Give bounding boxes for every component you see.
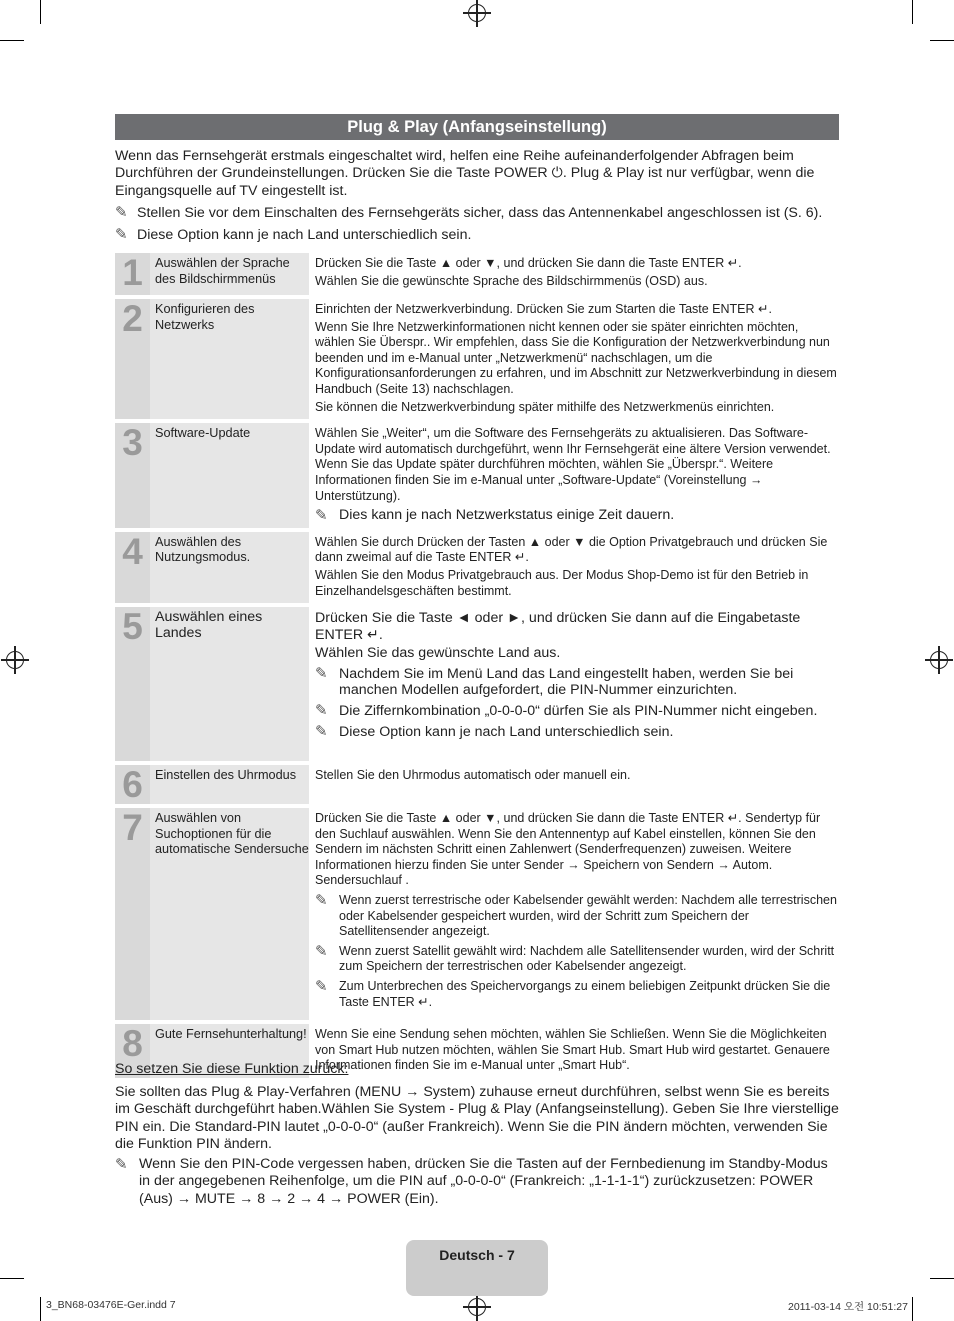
step-description [309, 532, 839, 603]
step-row [115, 765, 839, 804]
note-pencil-icon: ✎ [115, 204, 128, 221]
note-pencil-icon: ✎ [315, 507, 328, 525]
step-note [315, 703, 839, 720]
step-description-text: Wählen Sie die gewünschte Sprache des Bildschirmmenüs (OSD) aus. [315, 273, 708, 288]
step-number: 6 [115, 765, 150, 804]
slug-left: 3_BN68-03476E-Ger.indd 7 [46, 1299, 176, 1311]
registration-mark-icon [468, 1298, 486, 1316]
registration-mark-icon [468, 4, 486, 22]
step-description-text: Wenn Sie Ihre Netzwerkinformationen nicht kennen oder sie später einrichten möchten, wählen Sie Überspr.. Wir empfehlen, dass Sie die Konfiguration der Netzwerkverbindung nun beenden und im e-Manual unter „Netzwerkmenü“ nachschlagen, um die Konfigurationsanforderungen zu erfahren, und im Abschnitt zur Netzwerkverbindung in diesem Handbuch (Seite 13) nachschlagen. [315, 319, 837, 396]
step-note [315, 893, 839, 940]
crop-mark [0, 1278, 24, 1279]
note-pencil-icon: ✎ [115, 1156, 128, 1173]
step-row [115, 253, 839, 295]
step-description-text: Sie können die Netzwerkverbindung später mithilfe des Netzwerkmenüs einrichten. [315, 399, 775, 414]
step-note-text: Zum Unterbrechen des Speichervorgangs zu einem beliebigen Zeitpunkt drücken Sie die Taste ENTER ↵. [339, 979, 831, 1009]
note-pencil-icon: ✎ [315, 664, 328, 682]
step-description-text: Stellen Sie den Uhrmodus automatisch oder manuell ein. [315, 768, 631, 783]
step-description [309, 765, 839, 804]
note-pencil-icon: ✎ [315, 978, 328, 996]
step-description-text: Drücken Sie die Taste ▲ oder ▼, und drücken Sie dann die Taste ENTER ↵. Sendertyp für den Suchlauf auswählen. Wenn Sie den Antennentyp auf Kabel einstellen, können Sie den Sendern im nächsten Schritt einen Zahlenwert (Senderfrequenzen) zuweisen. Weitere Informationen hierzu finden Sie unter Sender → Speichern von Sendern → Autom. Sendersuchlauf . [315, 811, 821, 888]
crop-mark [912, 1297, 913, 1321]
intro-paragraph: Wenn das Fernsehgerät erstmals eingeschaltet wird, helfen eine Reihe aufeinanderfolgender Abfragen beim Durchführen der Grundeinstellungen. Drücken Sie die Taste POWER ⏻. Plug & Play ist nur verfügbar, wenn die Eingangsquelle auf TV eingestellt ist. [115, 148, 815, 199]
step-description-text: Wählen Sie durch Drücken der Tasten ▲ oder ▼ die Option Privatgebrauch und drücken Sie dann zweimal auf die Taste ENTER ↵. [315, 534, 828, 565]
step-row [115, 423, 839, 528]
step-description-text: Wählen Sie „Weiter“, um die Software des Fernsehgeräts zu aktualisieren. Das Software-Update wird automatisch durchgeführt, wenn Ihr Fernsehgerät eine ältere Version verwendet. Wenn Sie das Update später durchführen möchten, wählen Sie „Überspr.“. Weitere Informationen finden Sie im e-Manual unter „Software-Update“ (Voreinstellung → Unterstützung). [315, 426, 831, 503]
crop-mark [930, 1278, 954, 1279]
registration-mark-icon [6, 651, 24, 669]
page-title: Plug & Play (Anfangseinstellung) [115, 114, 839, 140]
step-row [115, 299, 839, 419]
step-note-text: Dies kann je nach Netzwerkstatus einige Zeit dauern. [339, 507, 675, 524]
step-label: Auswählen eines Landes [150, 607, 309, 761]
step-note-text: Nachdem Sie im Menü Land das Land eingestellt haben, werden Sie bei manchen Modellen aufgefordert, die PIN-Nummer einzurichten. [339, 665, 794, 699]
crop-mark [0, 40, 24, 41]
step-label: Konfigurieren des Netzwerks [150, 299, 309, 419]
step-number: 4 [115, 532, 150, 603]
step-description [309, 1024, 839, 1078]
step-number: 1 [115, 253, 150, 295]
step-description [309, 808, 839, 1020]
step-label: Einstellen des Uhrmodus [150, 765, 309, 804]
step-row [115, 607, 839, 761]
crop-mark [930, 40, 954, 41]
step-note [315, 724, 839, 741]
step-description [309, 607, 839, 761]
step-label: Software-Update [150, 423, 309, 528]
step-label: Auswählen der Sprache des Bildschirmmenüs [150, 253, 309, 295]
step-description-text: Drücken Sie die Taste ▲ oder ▼, und drücken Sie dann die Taste ENTER ↵. [315, 256, 742, 270]
step-description-text: Drücken Sie die Taste ◄ oder ►, und drücken Sie dann auf die Eingabetaste ENTER ↵. [315, 610, 801, 643]
crop-mark [40, 0, 41, 24]
step-row [115, 532, 839, 603]
step-note-text: Die Ziffernkombination „0-0-0-0“ dürfen Sie als PIN-Nummer nicht eingeben. [339, 703, 818, 720]
step-number: 5 [115, 607, 150, 761]
step-number: 8 [115, 1024, 150, 1078]
step-note-text: Diese Option kann je nach Land unterschiedlich sein. [339, 723, 674, 740]
crop-mark [40, 1297, 41, 1321]
step-description [309, 299, 839, 419]
step-note [315, 979, 839, 1010]
step-description-text: Wählen Sie das gewünschte Land aus. [315, 645, 561, 662]
step-number: 2 [115, 299, 150, 419]
step-description-text: Einrichten der Netzwerkverbindung. Drücken Sie zum Starten die Taste ENTER ↵. [315, 302, 772, 316]
step-note [315, 944, 839, 975]
step-label: Auswählen von Suchoptionen für die automatische Sendersuche [150, 808, 309, 1020]
step-number: 3 [115, 423, 150, 528]
slug-right: 2011-03-14 오전 10:51:27 [788, 1301, 908, 1313]
crop-mark [912, 0, 913, 24]
note-pencil-icon: ✎ [315, 722, 328, 740]
page-number: Deutsch - 7 [406, 1240, 548, 1296]
note-pencil-icon: ✎ [315, 892, 328, 910]
step-note-text: Wenn zuerst terrestrische oder Kabelsender gewählt werden: Nachdem alle terrestrischen oder Kabelsender gespeichert wurden, wird der Schritt zum Speichern der Satellitensender angezeigt. [339, 893, 837, 939]
reset-note: ✎ Wenn Sie den PIN-Code vergessen haben, drücken Sie die Tasten auf der Fernbedienung im Standby-Modus in der angegebenen Reihenfolge, um die PIN auf „0-0-0-0“ (Frankreich: „1-1-1-1“) zurückzusetzen: POWER (Aus) → MUTE → 8 → 2 → 4 → POWER (Ein). [115, 1156, 828, 1207]
step-number: 7 [115, 808, 150, 1020]
step-label: Auswählen des Nutzungsmodus. [150, 532, 309, 603]
step-row [115, 808, 839, 1020]
step-description [309, 253, 839, 295]
note-pencil-icon: ✎ [115, 226, 128, 243]
step-note [315, 666, 839, 699]
step-description-text: Wenn Sie eine Sendung sehen möchten, wählen Sie Schließen. Wenn Sie die Möglichkeiten von Smart Hub nutzen möchten, wählen Sie Smart Hub. Smart Hub wird gestartet. Genauere Informationen finden Sie im e-Manual unter „Smart Hub“. [315, 1027, 830, 1073]
note-pencil-icon: ✎ [315, 942, 328, 960]
note-pencil-icon: ✎ [315, 702, 328, 720]
step-label: Gute Fernsehunterhaltung! [150, 1024, 309, 1078]
registration-mark-icon [930, 651, 948, 669]
step-note-text: Wenn zuerst Satellit gewählt wird: Nachdem alle Satellitensender wurden, wird der Schritt zum Speichern der terrestrischen oder Kabelsender angezeigt. [339, 943, 835, 974]
steps-table [115, 253, 839, 1082]
step-note [315, 508, 839, 524]
intro-note: ✎ Stellen Sie vor dem Einschalten des Fernsehgeräts sicher, dass das Antennenkabel angeschlossen ist (S. 6). [115, 204, 823, 221]
reset-heading: So setzen Sie diese Funktion zurück: [115, 1061, 349, 1077]
reset-paragraph: Sie sollten das Plug & Play-Verfahren (MENU → System) zuhause erneut durchführen, selbst wenn Sie es bereits im Geschäft durchgeführt haben.Wählen Sie System - Plug & Play (Anfangseinstellung). Geben Sie Ihre vierstellige PIN ein. Die Standard-PIN lautet „0-0-0-0“ (außer Frankreich). Wenn Sie die PIN ändern möchten, verwenden Sie die Funktion PIN ändern. [115, 1084, 839, 1153]
step-description [309, 423, 839, 528]
intro-note: ✎ Diese Option kann je nach Land unterschiedlich sein. [115, 226, 472, 243]
step-description-text: Wählen Sie den Modus Privatgebrauch aus. Der Modus Shop-Demo ist für den Betrieb in Einzelhandelsgeschäften bestimmt. [315, 567, 809, 598]
